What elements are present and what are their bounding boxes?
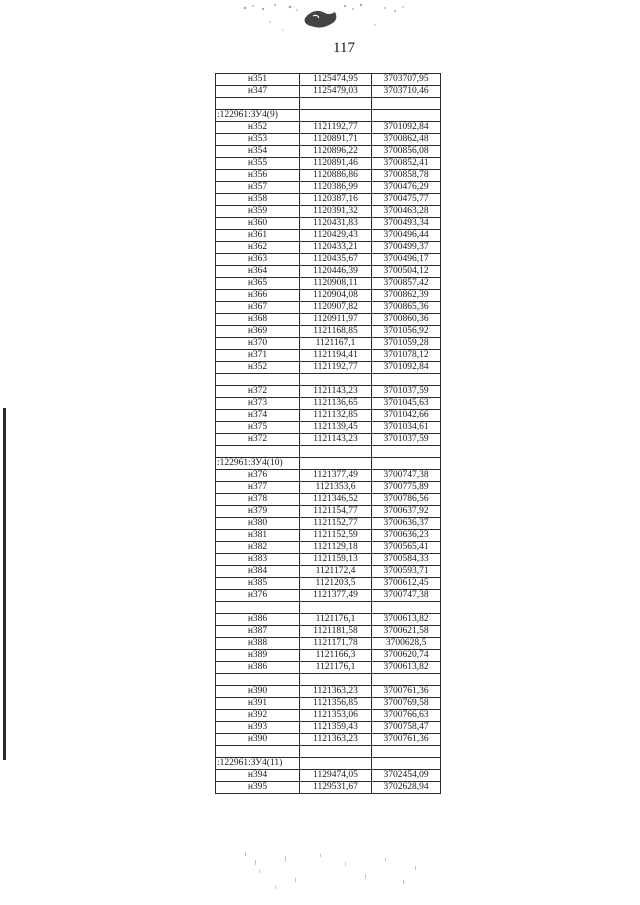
x-coordinate-cell: 1129531,67: [300, 782, 372, 794]
x-coordinate-cell: 1121192,77: [300, 122, 372, 134]
y-coordinate-cell: 3701045,63: [372, 398, 441, 410]
point-id-cell: н379: [216, 506, 300, 518]
table-row: [216, 770, 441, 782]
x-coordinate-cell: 1121356,85: [300, 698, 372, 710]
empty-cell: [372, 110, 441, 122]
point-id-cell: н362: [216, 242, 300, 254]
y-coordinate-cell: 3700761,36: [372, 686, 441, 698]
x-coordinate-cell: 1120891,71: [300, 134, 372, 146]
x-coordinate-cell: 1121377,49: [300, 470, 372, 482]
point-id-cell: н390: [216, 686, 300, 698]
table-row: [216, 662, 441, 674]
x-coordinate-cell: 1120891,46: [300, 158, 372, 170]
y-coordinate-cell: 3700499,37: [372, 242, 441, 254]
x-coordinate-cell: 1121377,49: [300, 590, 372, 602]
table-row: [216, 410, 441, 422]
y-coordinate-cell: 3701056,92: [372, 326, 441, 338]
table-row: [216, 578, 441, 590]
table-row: [216, 422, 441, 434]
point-id-cell: н368: [216, 314, 300, 326]
empty-cell: [216, 746, 300, 758]
y-coordinate-cell: 3700747,38: [372, 470, 441, 482]
x-coordinate-cell: 1121359,43: [300, 722, 372, 734]
table-row: [216, 158, 441, 170]
blank-row: [216, 674, 441, 686]
point-id-cell: н390: [216, 734, 300, 746]
point-id-cell: н352: [216, 122, 300, 134]
y-coordinate-cell: 3700862,48: [372, 134, 441, 146]
table-row: [216, 470, 441, 482]
table-row: [216, 254, 441, 266]
blank-row: [216, 602, 441, 614]
table-row: [216, 230, 441, 242]
point-id-cell: н365: [216, 278, 300, 290]
y-coordinate-cell: 3700463,28: [372, 206, 441, 218]
table-row: [216, 518, 441, 530]
x-coordinate-cell: 1120904,08: [300, 290, 372, 302]
x-coordinate-cell: 1120431,83: [300, 218, 372, 230]
y-coordinate-cell: 3700852,41: [372, 158, 441, 170]
point-id-cell: н361: [216, 230, 300, 242]
empty-cell: [300, 98, 372, 110]
table-row: [216, 170, 441, 182]
y-coordinate-cell: 3700612,45: [372, 578, 441, 590]
point-id-cell: н367: [216, 302, 300, 314]
table-row: [216, 146, 441, 158]
table-row: [216, 314, 441, 326]
y-coordinate-cell: 3700584,33: [372, 554, 441, 566]
x-coordinate-cell: 1120391,32: [300, 206, 372, 218]
empty-cell: [300, 674, 372, 686]
y-coordinate-cell: 3701042,66: [372, 410, 441, 422]
scan-noise: [225, 848, 435, 898]
y-coordinate-cell: 3700476,29: [372, 182, 441, 194]
y-coordinate-cell: 3700865,36: [372, 302, 441, 314]
x-coordinate-cell: 1121194,41: [300, 350, 372, 362]
table-row: [216, 194, 441, 206]
x-coordinate-cell: 1121152,77: [300, 518, 372, 530]
table-row: [216, 122, 441, 134]
coordinates-table: [215, 73, 441, 794]
x-coordinate-cell: 1120886,86: [300, 170, 372, 182]
y-coordinate-cell: 3700613,82: [372, 614, 441, 626]
table-row: [216, 326, 441, 338]
table-row: [216, 386, 441, 398]
table-row: [216, 134, 441, 146]
section-row: [216, 110, 441, 122]
point-id-cell: н352: [216, 362, 300, 374]
point-id-cell: н376: [216, 590, 300, 602]
point-id-cell: н392: [216, 710, 300, 722]
section-label-cell: :122961:ЗУ4(11): [216, 758, 300, 770]
scan-smudge: [235, 0, 415, 40]
y-coordinate-cell: 3700636,23: [372, 530, 441, 542]
y-coordinate-cell: 3700504,12: [372, 266, 441, 278]
y-coordinate-cell: 3700628,5: [372, 638, 441, 650]
x-coordinate-cell: 1120435,67: [300, 254, 372, 266]
y-coordinate-cell: 3700496,44: [372, 230, 441, 242]
point-id-cell: н372: [216, 386, 300, 398]
blank-row: [216, 746, 441, 758]
y-coordinate-cell: 3700769,58: [372, 698, 441, 710]
y-coordinate-cell: 3701037,59: [372, 386, 441, 398]
table-row: [216, 614, 441, 626]
point-id-cell: н384: [216, 566, 300, 578]
point-id-cell: н354: [216, 146, 300, 158]
x-coordinate-cell: 1121346,52: [300, 494, 372, 506]
point-id-cell: н385: [216, 578, 300, 590]
y-coordinate-cell: 3700613,82: [372, 662, 441, 674]
point-id-cell: н380: [216, 518, 300, 530]
table-row: [216, 266, 441, 278]
x-coordinate-cell: 1121171,78: [300, 638, 372, 650]
table-row: [216, 350, 441, 362]
table-row: [216, 590, 441, 602]
table-row: [216, 74, 441, 86]
x-coordinate-cell: 1121166,3: [300, 650, 372, 662]
x-coordinate-cell: 1121192,77: [300, 362, 372, 374]
y-coordinate-cell: 3700620,74: [372, 650, 441, 662]
table-row: [216, 698, 441, 710]
point-id-cell: н391: [216, 698, 300, 710]
y-coordinate-cell: 3700862,39: [372, 290, 441, 302]
y-coordinate-cell: 3700775,89: [372, 482, 441, 494]
point-id-cell: н382: [216, 542, 300, 554]
y-coordinate-cell: 3701059,28: [372, 338, 441, 350]
x-coordinate-cell: 1121168,85: [300, 326, 372, 338]
x-coordinate-cell: 1120896,22: [300, 146, 372, 158]
point-id-cell: н381: [216, 530, 300, 542]
x-coordinate-cell: 1125474,95: [300, 74, 372, 86]
x-coordinate-cell: 1120433,21: [300, 242, 372, 254]
point-id-cell: н388: [216, 638, 300, 650]
empty-cell: [372, 602, 441, 614]
table-row: [216, 626, 441, 638]
x-coordinate-cell: 1121203,5: [300, 578, 372, 590]
empty-cell: [372, 374, 441, 386]
empty-cell: [300, 458, 372, 470]
x-coordinate-cell: 1121152,59: [300, 530, 372, 542]
scan-edge-mark: [3, 408, 6, 760]
point-id-cell: н364: [216, 266, 300, 278]
table-row: [216, 206, 441, 218]
table-row: [216, 686, 441, 698]
x-coordinate-cell: 1121139,45: [300, 422, 372, 434]
point-id-cell: н353: [216, 134, 300, 146]
page-number: 117: [333, 40, 355, 56]
x-coordinate-cell: 1121353,06: [300, 710, 372, 722]
x-coordinate-cell: 1120911,97: [300, 314, 372, 326]
table-row: [216, 734, 441, 746]
y-coordinate-cell: 3700493,34: [372, 218, 441, 230]
table-row: [216, 782, 441, 794]
section-row: [216, 758, 441, 770]
y-coordinate-cell: 3703710,46: [372, 86, 441, 98]
y-coordinate-cell: 3700593,71: [372, 566, 441, 578]
x-coordinate-cell: 1121181,58: [300, 626, 372, 638]
x-coordinate-cell: 1121143,23: [300, 434, 372, 446]
empty-cell: [300, 758, 372, 770]
table-row: [216, 506, 441, 518]
point-id-cell: н370: [216, 338, 300, 350]
table-row: [216, 542, 441, 554]
y-coordinate-cell: 3701037,59: [372, 434, 441, 446]
y-coordinate-cell: 3701078,12: [372, 350, 441, 362]
blank-row: [216, 446, 441, 458]
point-id-cell: н386: [216, 662, 300, 674]
point-id-cell: н376: [216, 470, 300, 482]
empty-cell: [372, 446, 441, 458]
y-coordinate-cell: 3700747,38: [372, 590, 441, 602]
table-row: [216, 290, 441, 302]
y-coordinate-cell: 3700858,78: [372, 170, 441, 182]
empty-cell: [300, 374, 372, 386]
y-coordinate-cell: 3702454,09: [372, 770, 441, 782]
y-coordinate-cell: 3700860,36: [372, 314, 441, 326]
point-id-cell: н358: [216, 194, 300, 206]
coordinates-table-body: [216, 74, 441, 794]
point-id-cell: н387: [216, 626, 300, 638]
x-coordinate-cell: 1120446,39: [300, 266, 372, 278]
y-coordinate-cell: 3700857,42: [372, 278, 441, 290]
empty-cell: [300, 602, 372, 614]
x-coordinate-cell: 1121363,23: [300, 686, 372, 698]
point-id-cell: н369: [216, 326, 300, 338]
y-coordinate-cell: 3700758,47: [372, 722, 441, 734]
x-coordinate-cell: 1121159,13: [300, 554, 372, 566]
x-coordinate-cell: 1120429,43: [300, 230, 372, 242]
point-id-cell: н383: [216, 554, 300, 566]
x-coordinate-cell: 1120908,11: [300, 278, 372, 290]
table-row: [216, 722, 441, 734]
x-coordinate-cell: 1121136,65: [300, 398, 372, 410]
empty-cell: [372, 458, 441, 470]
y-coordinate-cell: 3700637,92: [372, 506, 441, 518]
x-coordinate-cell: 1121132,85: [300, 410, 372, 422]
empty-cell: [372, 98, 441, 110]
y-coordinate-cell: 3700766,63: [372, 710, 441, 722]
empty-cell: [372, 746, 441, 758]
point-id-cell: н356: [216, 170, 300, 182]
y-coordinate-cell: 3700636,37: [372, 518, 441, 530]
x-coordinate-cell: 1121353,6: [300, 482, 372, 494]
x-coordinate-cell: 1121143,23: [300, 386, 372, 398]
point-id-cell: н375: [216, 422, 300, 434]
empty-cell: [372, 758, 441, 770]
table-row: [216, 566, 441, 578]
x-coordinate-cell: 1121154,77: [300, 506, 372, 518]
point-id-cell: н373: [216, 398, 300, 410]
x-coordinate-cell: 1125479,03: [300, 86, 372, 98]
table-row: [216, 494, 441, 506]
point-id-cell: н372: [216, 434, 300, 446]
point-id-cell: н355: [216, 158, 300, 170]
table-row: [216, 182, 441, 194]
point-id-cell: н377: [216, 482, 300, 494]
table-row: [216, 86, 441, 98]
y-coordinate-cell: 3701034,61: [372, 422, 441, 434]
y-coordinate-cell: 3700786,56: [372, 494, 441, 506]
y-coordinate-cell: 3703707,95: [372, 74, 441, 86]
empty-cell: [216, 602, 300, 614]
table-row: [216, 242, 441, 254]
point-id-cell: н360: [216, 218, 300, 230]
table-row: [216, 554, 441, 566]
table-row: [216, 218, 441, 230]
y-coordinate-cell: 3700496,17: [372, 254, 441, 266]
empty-cell: [372, 674, 441, 686]
blank-row: [216, 98, 441, 110]
table-row: [216, 710, 441, 722]
point-id-cell: н374: [216, 410, 300, 422]
point-id-cell: н389: [216, 650, 300, 662]
point-id-cell: н394: [216, 770, 300, 782]
y-coordinate-cell: 3701092,84: [372, 122, 441, 134]
x-coordinate-cell: 1120387,16: [300, 194, 372, 206]
table-row: [216, 278, 441, 290]
empty-cell: [216, 446, 300, 458]
point-id-cell: н395: [216, 782, 300, 794]
y-coordinate-cell: 3702628,94: [372, 782, 441, 794]
table-row: [216, 398, 441, 410]
x-coordinate-cell: 1121176,1: [300, 614, 372, 626]
point-id-cell: н347: [216, 86, 300, 98]
empty-cell: [300, 746, 372, 758]
empty-cell: [300, 110, 372, 122]
y-coordinate-cell: 3700565,41: [372, 542, 441, 554]
section-row: [216, 458, 441, 470]
x-coordinate-cell: 1121363,23: [300, 734, 372, 746]
x-coordinate-cell: 1120386,99: [300, 182, 372, 194]
y-coordinate-cell: 3700856,08: [372, 146, 441, 158]
point-id-cell: н359: [216, 206, 300, 218]
point-id-cell: н386: [216, 614, 300, 626]
y-coordinate-cell: 3700475,77: [372, 194, 441, 206]
point-id-cell: н378: [216, 494, 300, 506]
blank-row: [216, 374, 441, 386]
x-coordinate-cell: 1121167,1: [300, 338, 372, 350]
section-label-cell: :122961:ЗУ4(9): [216, 110, 300, 122]
table-row: [216, 482, 441, 494]
point-id-cell: н371: [216, 350, 300, 362]
point-id-cell: н351: [216, 74, 300, 86]
y-coordinate-cell: 3700621,58: [372, 626, 441, 638]
table-row: [216, 302, 441, 314]
x-coordinate-cell: 1121176,1: [300, 662, 372, 674]
point-id-cell: н393: [216, 722, 300, 734]
y-coordinate-cell: 3700761,36: [372, 734, 441, 746]
x-coordinate-cell: 1121172,4: [300, 566, 372, 578]
point-id-cell: н366: [216, 290, 300, 302]
table-row: [216, 638, 441, 650]
table-row: [216, 530, 441, 542]
y-coordinate-cell: 3701092,84: [372, 362, 441, 374]
table-row: [216, 338, 441, 350]
point-id-cell: н363: [216, 254, 300, 266]
x-coordinate-cell: 1121129,18: [300, 542, 372, 554]
empty-cell: [216, 674, 300, 686]
table-row: [216, 650, 441, 662]
x-coordinate-cell: 1120907,82: [300, 302, 372, 314]
x-coordinate-cell: 1129474,05: [300, 770, 372, 782]
section-label-cell: :122961:ЗУ4(10): [216, 458, 300, 470]
point-id-cell: н357: [216, 182, 300, 194]
empty-cell: [216, 98, 300, 110]
table-row: [216, 362, 441, 374]
table-row: [216, 434, 441, 446]
empty-cell: [300, 446, 372, 458]
empty-cell: [216, 374, 300, 386]
